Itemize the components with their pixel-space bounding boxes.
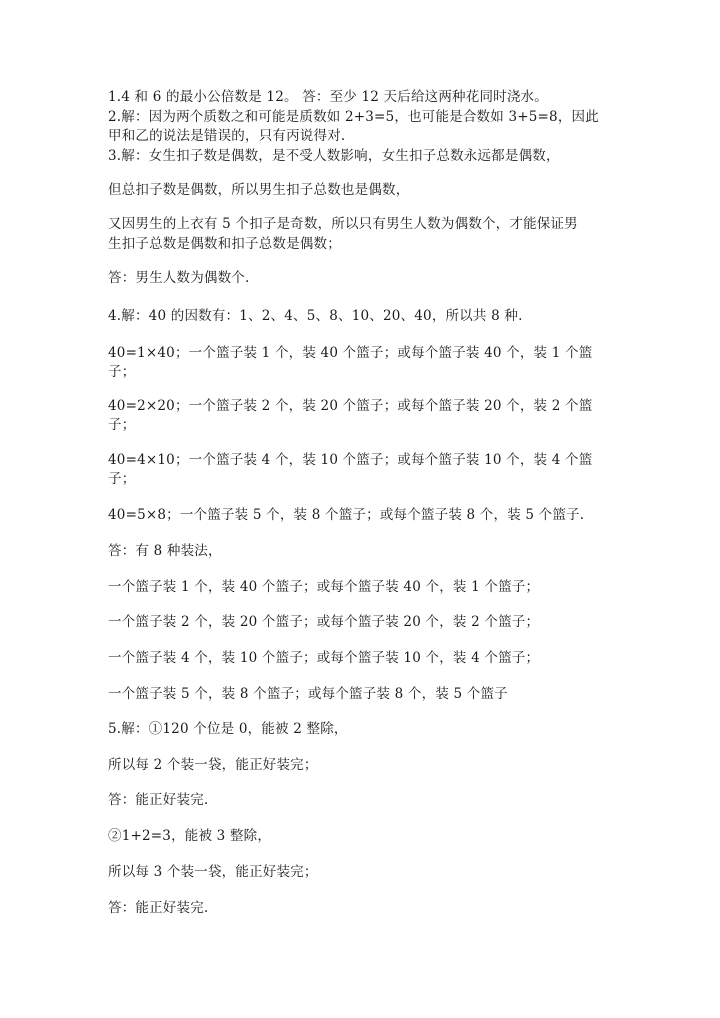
text-line: 子； xyxy=(108,417,136,433)
text-line: 子； xyxy=(108,471,136,487)
text-line: ②1+2=3，能被 3 整除， xyxy=(108,828,272,844)
text-line: 所以每 3 个装一袋，能正好装完； xyxy=(108,864,318,880)
text-line: 但总扣子数是偶数，所以男生扣子总数也是偶数， xyxy=(108,182,410,198)
text-line: 一个篮子装 4 个，装 10 个篮子；或每个篮子装 10 个，装 4 个篮子； xyxy=(108,650,540,666)
text-line: 甲和乙的说法是错误的，只有丙说得对. xyxy=(108,128,346,144)
text-line: 40=1×40；一个篮子装 1 个，装 40 个篮子；或每个篮子装 40 个，装 1 个篮 xyxy=(108,345,593,361)
text-line: 子； xyxy=(108,364,136,380)
text-line: 一个篮子装 2 个，装 20 个篮子；或每个篮子装 20 个，装 2 个篮子； xyxy=(108,614,540,630)
text-line: 所以每 2 个装一袋，能正好装完； xyxy=(108,757,318,773)
text-line: 40=2×20；一个篮子装 2 个，装 20 个篮子；或每个篮子装 20 个，装 2 个篮 xyxy=(108,398,593,414)
text-line: 5.解：①120 个位是 0，能被 2 整除， xyxy=(108,721,348,737)
text-line: 一个篮子装 5 个，装 8 个篮子；或每个篮子装 8 个，装 5 个篮子 xyxy=(108,686,508,702)
text-line: 答：能正好装完. xyxy=(108,900,209,916)
text-line: 一个篮子装 1 个，装 40 个篮子；或每个篮子装 40 个，装 1 个篮子； xyxy=(108,579,540,595)
text-line: 1.4 和 6 的最小公倍数是 12。 答：至少 12 天后给这两种花同时浇水。 xyxy=(108,89,548,105)
text-line: 2.解：因为两个质数之和可能是质数如 2+3=5，也可能是合数如 3+5=8，因此 xyxy=(108,109,599,125)
text-line: 4.解：40 的因数有：1、2、4、5、8、10、20、40，所以共 8 种. xyxy=(108,308,523,324)
text-line: 40=5×8；一个篮子装 5 个，装 8 个篮子；或每个篮子装 8 个，装 5 个篮子. xyxy=(108,507,585,523)
text-line: 答：有 8 种装法， xyxy=(108,543,222,559)
text-line: 40=4×10；一个篮子装 4 个，装 10 个篮子；或每个篮子装 10 个，装 4 个篮 xyxy=(108,452,593,468)
text-line: 3.解：女生扣子数是偶数，是不受人数影响，女生扣子总数永远都是偶数， xyxy=(108,148,560,164)
text-line: 答：能正好装完. xyxy=(108,792,209,808)
text-line: 生扣子总数是偶数和扣子总数是偶数； xyxy=(108,236,341,252)
text-line: 答：男生人数为偶数个. xyxy=(108,270,250,286)
text-line: 又因男生的上衣有 5 个扣子是奇数，所以只有男生人数为偶数个，才能保证男 xyxy=(108,216,578,232)
